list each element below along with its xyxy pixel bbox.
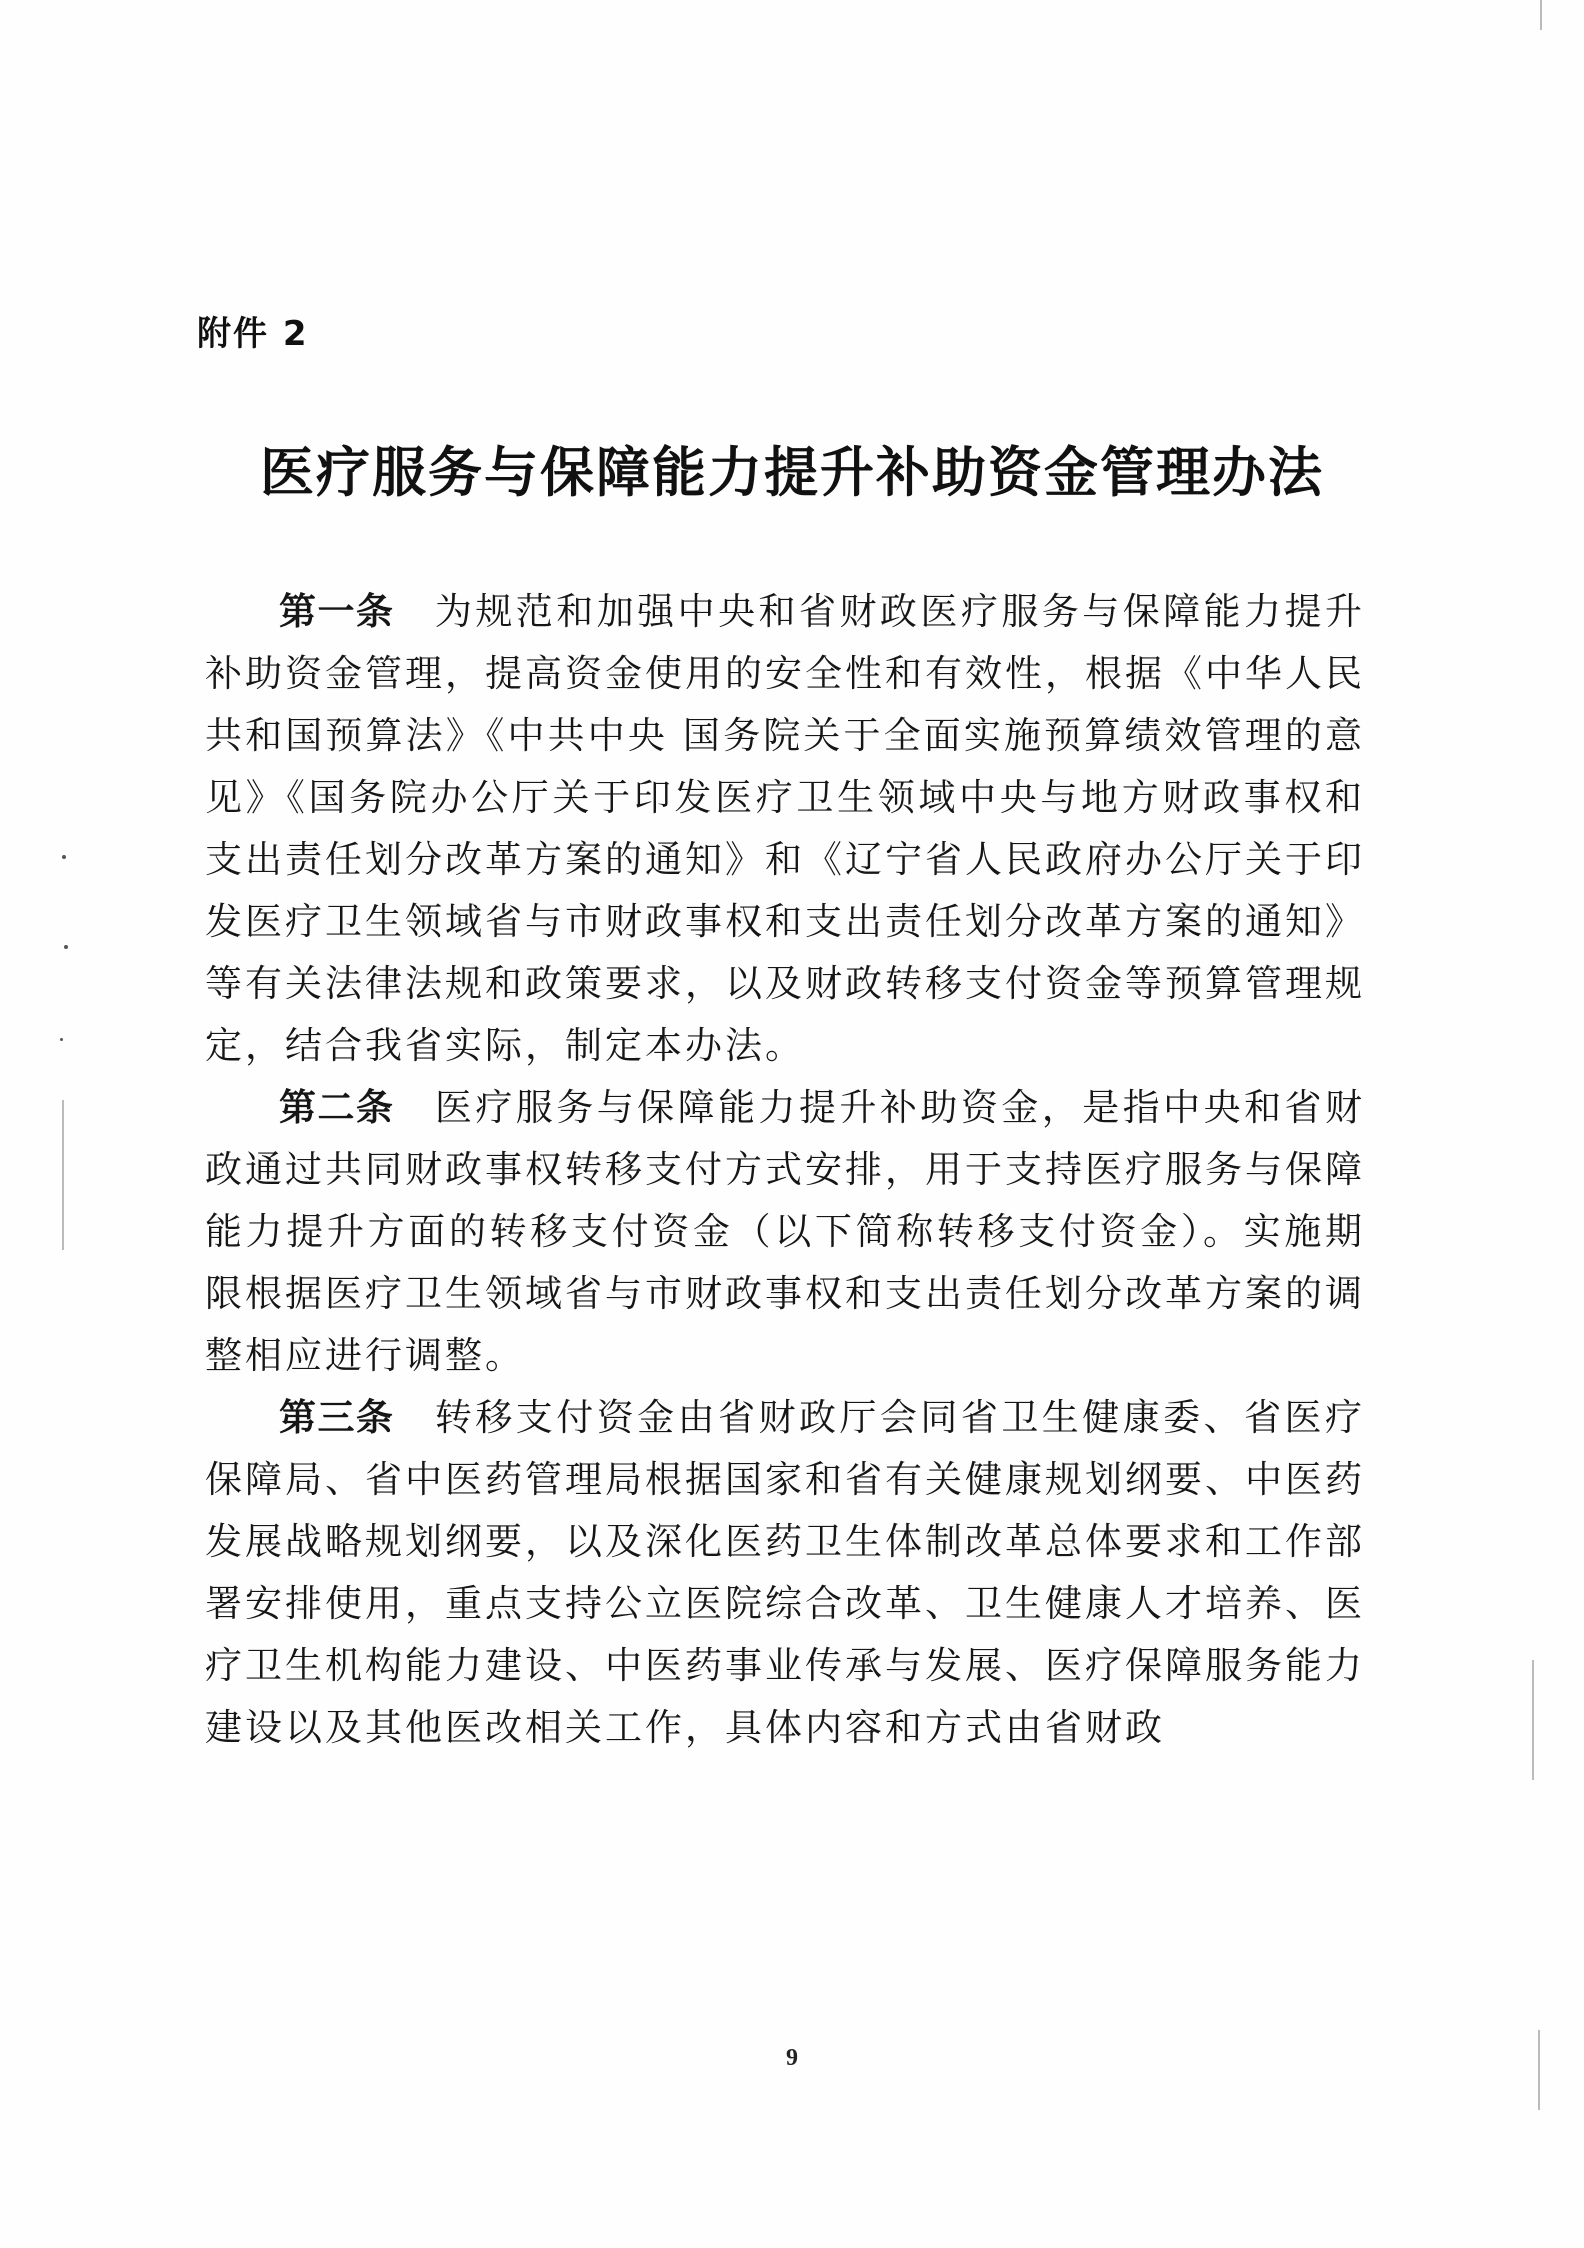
document-body	[205, 581, 1365, 1759]
article-3	[205, 1387, 1365, 1759]
article-1	[205, 581, 1365, 1077]
document-title: 医疗服务与保障能力提升补助资金管理办法	[260, 441, 1324, 504]
article-number: 第一条	[279, 590, 395, 633]
page-number: 9	[786, 2045, 798, 2071]
attachment-label: 附件 2	[197, 314, 309, 354]
scan-edge-line	[62, 1100, 64, 1250]
scan-edge-line	[1532, 1660, 1534, 1780]
scan-dot	[64, 945, 68, 949]
article-text: 转移支付资金由省财政厅会同省卫生健康委、省医疗保障局、省中医药管理局根据国家和省有关健康规划纲要、中医药发展战略规划纲要，以及深化医药卫生体制改革总体要求和工作部署安排使用，重点支持公立医院综合改革、卫生健康人才培养、医疗卫生机构能力建设、中医药事业传承与发展、医疗保障服务能力建设以及其他医改相关工作，具体内容和方式由省财政	[205, 1396, 1366, 1749]
article-2	[205, 1077, 1365, 1387]
article-text: 为规范和加强中央和省财政医疗服务与保障能力提升补助资金管理，提高资金使用的安全性和有效性，根据《中华人民共和国预算法》《中共中央 国务院关于全面实施预算绩效管理的意见》《国务院办公厅关于印发医疗卫生领域中央与地方财政事权和支出责任划分改革方案的通知》和《辽宁省人民政府办公厅关于印发医疗卫生领域省与市财政事权和支出责任划分改革方案的通知》等有关法律法规和政策要求，以及财政转移支付资金等预算管理规定，结合我省实际，制定本办法。	[205, 590, 1366, 1067]
scan-edge-line	[1540, 0, 1542, 30]
article-number: 第三条	[279, 1396, 395, 1439]
scan-dot	[62, 855, 66, 859]
scan-dot	[60, 1038, 63, 1041]
article-number: 第二条	[279, 1086, 395, 1129]
article-text: 医疗服务与保障能力提升补助资金，是指中央和省财政通过共同财政事权转移支付方式安排，用于支持医疗服务与保障能力提升方面的转移支付资金（以下简称转移支付资金）。实施期限根据医疗卫生领域省与市财政事权和支出责任划分改革方案的调整相应进行调整。	[205, 1086, 1366, 1377]
